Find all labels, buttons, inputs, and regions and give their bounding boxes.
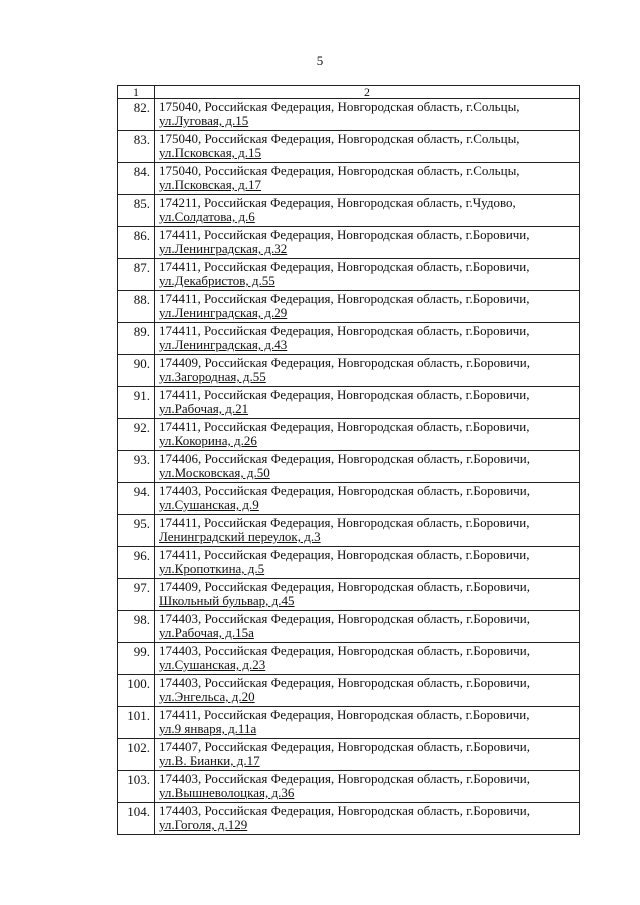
address-line-street: ул.Кропоткина, д.5: [159, 562, 265, 576]
address-table-body: [118, 86, 580, 835]
address-line-street: ул.Солдатова, д.6: [159, 210, 255, 224]
table-row: [118, 355, 580, 387]
address-cell: [155, 131, 580, 163]
row-number: 89.: [118, 323, 155, 355]
address-line-postal-region: 174403, Российская Федерация, Новгородская область, г.Боровичи,: [159, 612, 531, 626]
row-number: 98.: [118, 611, 155, 643]
table-row: [118, 259, 580, 291]
address-line-postal-region: 174407, Российская Федерация, Новгородская область, г.Боровичи,: [159, 740, 531, 754]
address-line-street: ул.Луговая, д.15: [159, 114, 249, 128]
table-row: [118, 483, 580, 515]
address-line-postal-region: 174403, Российская Федерация, Новгородская область, г.Боровичи,: [159, 804, 531, 818]
address-cell: [155, 259, 580, 291]
address-line-postal-region: 175040, Российская Федерация, Новгородская область, г.Сольцы,: [159, 132, 520, 146]
row-number: 92.: [118, 419, 155, 451]
address-line-street: ул.Псковская, д.17: [159, 178, 262, 192]
address-cell: [155, 611, 580, 643]
address-line-street: Школьный бульвар, д.45: [159, 594, 295, 608]
table-row: [118, 131, 580, 163]
row-number: 97.: [118, 579, 155, 611]
address-line-postal-region: 174409, Российская Федерация, Новгородская область, г.Боровичи,: [159, 580, 531, 594]
address-line-street: ул.Рабочая, д.21: [159, 402, 249, 416]
table-row: [118, 99, 580, 131]
address-line-street: ул.Рабочая, д.15а: [159, 626, 254, 640]
table-row: [118, 675, 580, 707]
row-number: 99.: [118, 643, 155, 675]
address-line-street: ул.Кокорина, д.26: [159, 434, 257, 448]
row-number: 94.: [118, 483, 155, 515]
address-cell: [155, 387, 580, 419]
address-line-postal-region: 174411, Российская Федерация, Новгородская область, г.Боровичи,: [159, 548, 530, 562]
row-number: 84.: [118, 163, 155, 195]
address-line-street: ул.Московская, д.50: [159, 466, 270, 480]
address-line-street: ул.Гоголя, д.129: [159, 818, 248, 832]
table-row: [118, 419, 580, 451]
table-row: [118, 547, 580, 579]
address-cell: [155, 291, 580, 323]
row-number: 103.: [118, 771, 155, 803]
address-line-postal-region: 174411, Российская Федерация, Новгородская область, г.Боровичи,: [159, 228, 530, 242]
address-line-street: ул.Ленинградская, д.29: [159, 306, 288, 320]
table-row: [118, 195, 580, 227]
row-number: 86.: [118, 227, 155, 259]
row-number: 95.: [118, 515, 155, 547]
address-cell: [155, 643, 580, 675]
address-cell: [155, 227, 580, 259]
table-row: [118, 771, 580, 803]
row-number: 100.: [118, 675, 155, 707]
address-line-street: ул.Ленинградская, д.32: [159, 242, 288, 256]
table-row: [118, 803, 580, 835]
address-cell: [155, 579, 580, 611]
column-header-number: 1: [118, 86, 155, 99]
address-cell: [155, 675, 580, 707]
address-cell: [155, 99, 580, 131]
row-number: 96.: [118, 547, 155, 579]
table-header-row: [118, 86, 580, 99]
address-cell: [155, 803, 580, 835]
address-cell: [155, 323, 580, 355]
address-line-street: ул.9 января, д.11а: [159, 722, 257, 736]
row-number: 85.: [118, 195, 155, 227]
table-row: [118, 387, 580, 419]
address-line-postal-region: 174406, Российская Федерация, Новгородская область, г.Боровичи,: [159, 452, 531, 466]
address-line-street: ул.Вышневолоцкая, д.36: [159, 786, 295, 800]
row-number: 101.: [118, 707, 155, 739]
address-line-postal-region: 174409, Российская Федерация, Новгородская область, г.Боровичи,: [159, 356, 531, 370]
row-number: 90.: [118, 355, 155, 387]
page-number: 5: [316, 53, 324, 68]
column-header-address: 2: [155, 86, 580, 99]
address-line-postal-region: 174403, Российская Федерация, Новгородская область, г.Боровичи,: [159, 772, 531, 786]
address-line-postal-region: 174411, Российская Федерация, Новгородская область, г.Боровичи,: [159, 324, 530, 338]
row-number: 91.: [118, 387, 155, 419]
address-cell: [155, 451, 580, 483]
address-cell: [155, 707, 580, 739]
row-number: 104.: [118, 803, 155, 835]
address-cell: [155, 355, 580, 387]
address-cell: [155, 739, 580, 771]
address-line-postal-region: 174403, Российская Федерация, Новгородская область, г.Боровичи,: [159, 644, 531, 658]
address-cell: [155, 195, 580, 227]
table-row: [118, 291, 580, 323]
address-line-postal-region: 174411, Российская Федерация, Новгородская область, г.Боровичи,: [159, 516, 530, 530]
row-number: 93.: [118, 451, 155, 483]
address-line-postal-region: 174411, Российская Федерация, Новгородская область, г.Боровичи,: [159, 388, 530, 402]
address-cell: [155, 419, 580, 451]
row-number: 83.: [118, 131, 155, 163]
address-line-street: ул.Псковская, д.15: [159, 146, 262, 160]
address-line-street: ул.Энгельса, д.20: [159, 690, 255, 704]
address-line-street: ул.Сушанская, д.9: [159, 498, 259, 512]
address-line-street: ул.Декабристов, д.55: [159, 274, 275, 288]
address-line-street: ул.Сушанская, д.23: [159, 658, 266, 672]
row-number: 102.: [118, 739, 155, 771]
table-row: [118, 323, 580, 355]
address-line-street: ул.Загородная, д.55: [159, 370, 266, 384]
address-line-postal-region: 175040, Российская Федерация, Новгородская область, г.Сольцы,: [159, 100, 520, 114]
address-line-postal-region: 175040, Российская Федерация, Новгородская область, г.Сольцы,: [159, 164, 520, 178]
table-row: [118, 515, 580, 547]
table-row: [118, 707, 580, 739]
address-line-postal-region: 174403, Российская Федерация, Новгородская область, г.Боровичи,: [159, 484, 531, 498]
table-row: [118, 643, 580, 675]
address-line-street: Ленинградский переулок, д.3: [159, 530, 321, 544]
address-line-postal-region: 174411, Российская Федерация, Новгородская область, г.Боровичи,: [159, 292, 530, 306]
table-row: [118, 611, 580, 643]
address-line-postal-region: 174211, Российская Федерация, Новгородская область, г.Чудово,: [159, 196, 516, 210]
address-line-street: ул.Ленинградская, д.43: [159, 338, 288, 352]
row-number: 82.: [118, 99, 155, 131]
address-cell: [155, 547, 580, 579]
address-line-postal-region: 174411, Российская Федерация, Новгородская область, г.Боровичи,: [159, 420, 530, 434]
address-cell: [155, 483, 580, 515]
table-row: [118, 227, 580, 259]
table-row: [118, 579, 580, 611]
address-cell: [155, 771, 580, 803]
row-number: 88.: [118, 291, 155, 323]
address-line-postal-region: 174411, Российская Федерация, Новгородская область, г.Боровичи,: [159, 708, 530, 722]
table-row: [118, 163, 580, 195]
address-line-postal-region: 174403, Российская Федерация, Новгородская область, г.Боровичи,: [159, 676, 531, 690]
address-cell: [155, 515, 580, 547]
address-cell: [155, 163, 580, 195]
address-line-street: ул.В. Бианки, д.17: [159, 754, 260, 768]
row-number: 87.: [118, 259, 155, 291]
table-row: [118, 451, 580, 483]
address-table: [117, 85, 580, 835]
table-row: [118, 739, 580, 771]
address-line-postal-region: 174411, Российская Федерация, Новгородская область, г.Боровичи,: [159, 260, 530, 274]
